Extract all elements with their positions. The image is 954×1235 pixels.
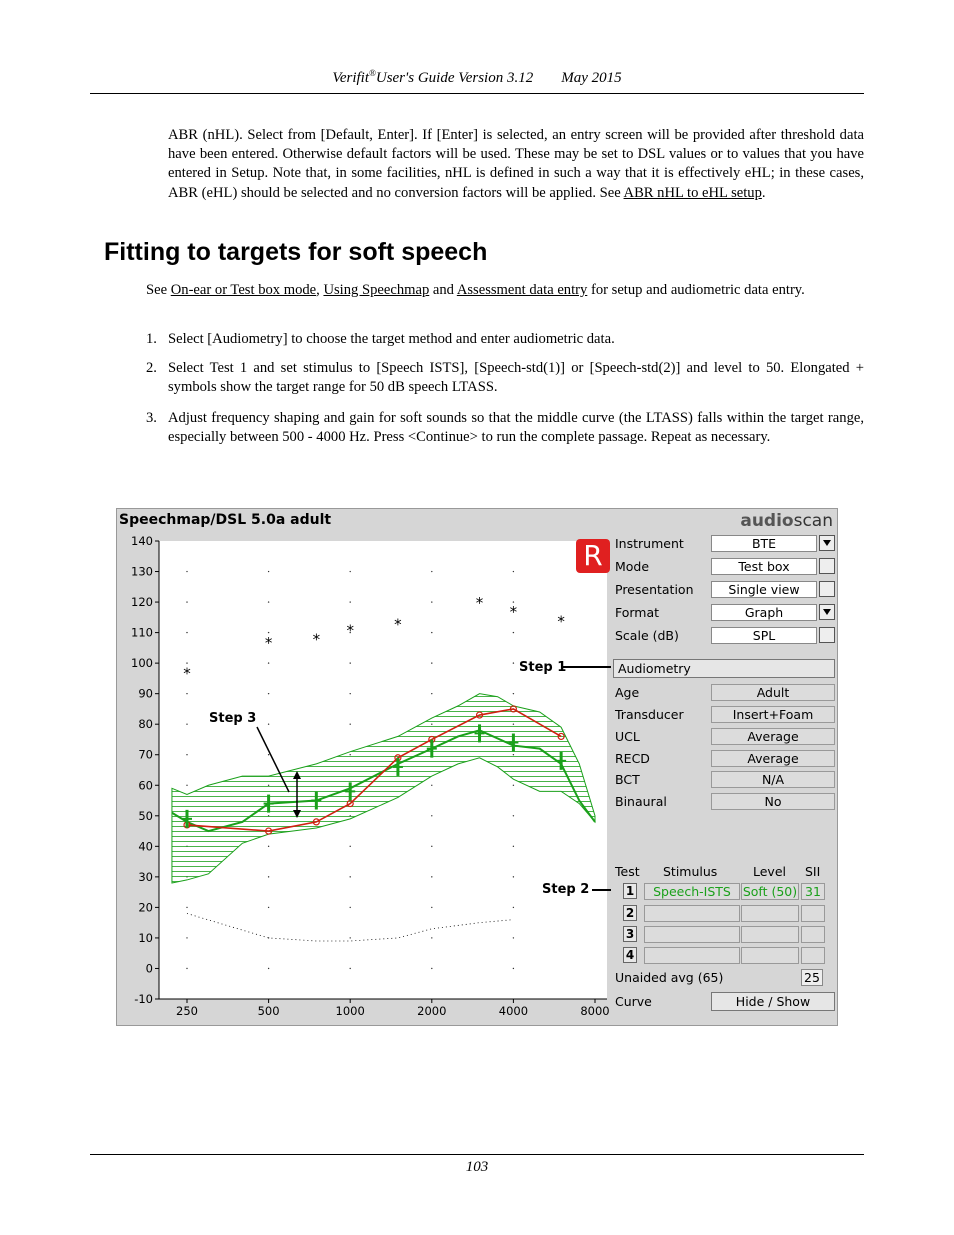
- y-tick-label: -10: [134, 992, 153, 1006]
- grid-dot: [350, 968, 351, 969]
- link-on-ear-test-box[interactable]: On-ear or Test box mode: [170, 282, 317, 298]
- right-ear-badge: R: [576, 539, 610, 573]
- setting-value[interactable]: Graph: [711, 604, 817, 621]
- grid-dot: [431, 601, 432, 602]
- grid-dot: [186, 724, 187, 725]
- grid-dot: [186, 907, 187, 908]
- ucl-star: *: [312, 630, 321, 649]
- grid-dot: [268, 601, 269, 602]
- grid-dot: [186, 601, 187, 602]
- grid-dot: [186, 571, 187, 572]
- audiometry-value[interactable]: Insert+Foam: [711, 706, 835, 723]
- y-tick-label: 70: [138, 747, 153, 762]
- link-assessment-data[interactable]: Assessment data entry: [456, 282, 588, 298]
- grid-dot: [186, 693, 187, 694]
- y-tick-label: 50: [138, 808, 153, 823]
- ucl-star: *: [509, 603, 518, 622]
- grid-dot: [268, 846, 269, 847]
- x-tick-label: 500: [257, 1004, 280, 1018]
- section-title: Fitting to targets for soft speech: [104, 238, 488, 266]
- level-header: Level: [753, 864, 786, 879]
- step1-annotation: Step 1: [519, 660, 567, 675]
- grid-dot: [431, 815, 432, 816]
- grid-dot: [268, 907, 269, 908]
- y-tick-label: 10: [138, 930, 153, 945]
- setting-value[interactable]: SPL: [711, 627, 817, 644]
- step2-annotation: Step 2: [542, 882, 590, 897]
- ucl-star: *: [346, 621, 354, 640]
- x-tick-label: 1000: [335, 1004, 365, 1018]
- grid-dot: [513, 693, 514, 694]
- grid-dot: [431, 846, 432, 847]
- audiometry-value[interactable]: Average: [711, 750, 835, 767]
- unaided-value: 25: [801, 969, 823, 986]
- test-number-button[interactable]: 3: [623, 926, 637, 942]
- ucl-star: *: [394, 615, 402, 634]
- checkbox-icon[interactable]: [819, 627, 835, 643]
- grid-dot: [350, 937, 351, 938]
- audiometry-value[interactable]: Adult: [711, 684, 835, 701]
- ucl-star: *: [475, 594, 484, 613]
- grid-dot: [268, 693, 269, 694]
- y-tick-label: 120: [131, 595, 153, 610]
- grid-dot: [350, 907, 351, 908]
- stimulus-field[interactable]: [644, 947, 740, 964]
- y-tick-label: 20: [138, 900, 153, 915]
- grid-dot: [431, 693, 432, 694]
- setting-value[interactable]: Single view: [711, 581, 817, 598]
- header-rule: [90, 93, 864, 94]
- audiometry-label: RECD: [615, 751, 650, 766]
- grid-dot: [513, 571, 514, 572]
- level-field[interactable]: [741, 926, 799, 943]
- grid-dot: [186, 968, 187, 969]
- sii-field: [801, 905, 825, 922]
- x-tick-label: 8000: [580, 1004, 610, 1018]
- test-header: Test: [615, 864, 640, 879]
- grid-dot: [513, 907, 514, 908]
- paragraph-abr: ABR (nHL). Select from [Default, Enter]. If [Enter] is selected, an entry screen will be provided after threshold data have been entered. Otherwise default factors will be used. These may be set to DSL values or to values that you have entered in Setup. Note that, in some facilities, nHL is defined in such a way that it is effectively eHL; in these cases, ABR (eHL) should be selected and no conversion factors will be applied. See ABR nHL to eHL setup.: [168, 127, 864, 201]
- grid-dot: [431, 632, 432, 633]
- test-number-button[interactable]: 4: [623, 947, 637, 963]
- y-tick-label: 100: [131, 656, 153, 671]
- step3-annotation: Step 3: [209, 711, 257, 726]
- audioscan-logo: audioscan: [740, 511, 833, 531]
- grid-dot: [350, 724, 351, 725]
- sii-field: [801, 947, 825, 964]
- x-tick-label: 250: [176, 1004, 198, 1018]
- grid-dot: [186, 937, 187, 938]
- setting-label: Scale (dB): [615, 628, 679, 643]
- audiometry-value[interactable]: No: [711, 793, 835, 810]
- grid-dot: [350, 876, 351, 877]
- grid-dot: [431, 937, 432, 938]
- ucl-star: *: [264, 633, 273, 652]
- setting-value[interactable]: BTE: [711, 535, 817, 552]
- footer-rule: [90, 1154, 864, 1155]
- grid-dot: [350, 693, 351, 694]
- y-tick-label: 60: [138, 778, 153, 793]
- curve-label: Curve: [615, 994, 652, 1009]
- grid-dot: [350, 662, 351, 663]
- grid-dot: [268, 968, 269, 969]
- grid-dot: [431, 907, 432, 908]
- speechmap-screenshot: [116, 508, 838, 1026]
- grid-dot: [431, 785, 432, 786]
- grid-dot: [186, 785, 187, 786]
- setting-label: Mode: [615, 559, 650, 574]
- grid-dot: [268, 571, 269, 572]
- screen-title: Speechmap/DSL 5.0a adult: [119, 512, 332, 528]
- level-field[interactable]: [741, 947, 799, 964]
- grid-dot: [268, 876, 269, 877]
- grid-dot: [513, 846, 514, 847]
- stimulus-field[interactable]: [644, 926, 740, 943]
- grid-dot: [513, 876, 514, 877]
- link-abr-setup[interactable]: ABR nHL to eHL setup: [623, 184, 762, 201]
- y-tick-label: 30: [138, 869, 153, 884]
- ucl-star: *: [557, 612, 565, 631]
- grid-dot: [513, 632, 514, 633]
- grid-dot: [350, 846, 351, 847]
- ucl-star: *: [183, 664, 191, 683]
- audiometry-label: Age: [615, 685, 640, 700]
- checkbox-icon[interactable]: [819, 558, 835, 574]
- audiometry-label: Binaural: [615, 794, 667, 809]
- stimulus-field[interactable]: [644, 905, 740, 922]
- grid-dot: [513, 968, 514, 969]
- grid-dot: [431, 571, 432, 572]
- grid-dot: [268, 724, 269, 725]
- audiometry-label: UCL: [615, 729, 640, 744]
- x-tick-label: 4000: [498, 1004, 529, 1018]
- checkbox-icon[interactable]: [819, 581, 835, 597]
- grid-dot: [431, 662, 432, 663]
- y-tick-label: 0: [145, 961, 153, 976]
- sii-header: SII: [805, 864, 821, 879]
- unaided-label: Unaided avg (65): [615, 970, 724, 985]
- dropdown-arrow-icon[interactable]: [819, 604, 835, 620]
- stimulus-field[interactable]: Speech-ISTS: [644, 883, 740, 900]
- dropdown-arrow-icon[interactable]: [819, 535, 835, 551]
- speechmap-chart: [117, 509, 611, 1027]
- sii-field: [801, 926, 825, 943]
- grid-dot: [350, 601, 351, 602]
- grid-dot: [186, 754, 187, 755]
- sii-field: 31: [801, 883, 825, 900]
- grid-dot: [268, 662, 269, 663]
- level-field[interactable]: Soft (50): [742, 884, 798, 899]
- audiometry-value[interactable]: N/A: [711, 771, 835, 788]
- grid-dot: [513, 785, 514, 786]
- hide-show-button[interactable]: Hide / Show: [711, 992, 835, 1011]
- grid-dot: [268, 754, 269, 755]
- grid-dot: [186, 632, 187, 633]
- test-number-button[interactable]: 1: [623, 883, 637, 899]
- setting-label: Instrument: [615, 536, 684, 551]
- grid-dot: [513, 937, 514, 938]
- y-tick-label: 40: [138, 839, 153, 854]
- setting-label: Format: [615, 605, 660, 620]
- y-tick-label: 130: [131, 564, 153, 579]
- audiometry-label: Transducer: [615, 707, 684, 722]
- setting-label: Presentation: [615, 582, 694, 597]
- level-field[interactable]: [741, 905, 799, 922]
- page-number: 103: [465, 1159, 489, 1175]
- test-number-button[interactable]: 2: [623, 905, 637, 921]
- audiometry-value[interactable]: Average: [711, 728, 835, 745]
- x-tick-label: 2000: [417, 1004, 447, 1018]
- audiometry-button[interactable]: Audiometry: [613, 659, 835, 678]
- setting-value[interactable]: Test box: [711, 558, 817, 575]
- grid-dot: [431, 876, 432, 877]
- grid-dot: [431, 968, 432, 969]
- y-tick-label: 90: [138, 686, 153, 701]
- grid-dot: [513, 815, 514, 816]
- grid-dot: [513, 662, 514, 663]
- grid-dot: [350, 571, 351, 572]
- intro-paragraph: See On-ear or Test box mode, Using Speechmap and Assessment data entry for setup and audiometric data entry.: [146, 282, 805, 298]
- stimulus-header: Stimulus: [663, 864, 718, 879]
- y-tick-label: 80: [138, 717, 153, 732]
- y-tick-label: 110: [131, 625, 153, 640]
- audiometry-label: BCT: [615, 772, 640, 787]
- link-using-speechmap[interactable]: Using Speechmap: [323, 282, 430, 298]
- page-header: Verifit®User's Guide Version 3.12 May 2015: [332, 68, 622, 86]
- y-tick-label: 140: [131, 534, 153, 548]
